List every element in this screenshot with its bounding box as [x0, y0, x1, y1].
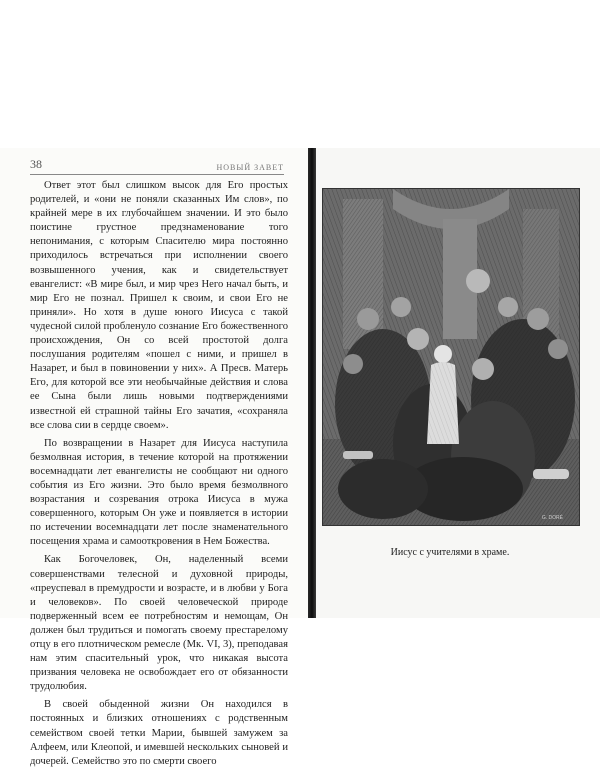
paragraph: Ответ этот был слишком высок для Его простых родителей, и «они не поняли сказанных Им слов», по крайней мере в их глубочайшем значении. И это было поистине грустное предзнаменование того непонимания, с которым Спасителю мира постоянно приходилось встречаться при исполнении своего возвышенного учения, как и свидетельствует евангелист: «В мире был, и мир чрез Него начал быть, и мир Его не познал. Пришел к своим, и свои Его не приняли». Но хотя в душе юного Иисуса с такой чудесной силой пробленуло сознание Его божественного происхождения, Он со всей простотой долга послушания родителям «пошел с ними, и пришел в Назарет, и был в повиновении у них». А Пресв. Матерь Его, для которой все эти необычайные действия и слова ее Сына были лишь новыми подтверждениями известной ей страшной тайны Его зачатия, «сохраняла все слова сии в сердце своем».: [30, 180, 288, 431]
page-number: 38: [30, 157, 42, 171]
engraving-illustration: [322, 188, 580, 526]
engraving-signature: G. DORÉ: [541, 515, 563, 521]
header-rule: [30, 174, 284, 175]
page-header: [30, 158, 284, 172]
body-text: [30, 179, 288, 773]
paragraph: Как Богочеловек, Он, наделенный всеми совершенствами телесной и духовной природы, «преуспевал в премудрости и возрасте, и в любви у Бога и человеков». По своей человеческой природе подверженный всем ее потребностям и немощам, Он должен был трудиться и помогать своему престарелому отцу в его плотническом ремесле (Мк. VI, 3), преподавая нам этим спасительный урок, что никакая высота призвания человека не освобождает его от обязанности трудолюбия.: [30, 554, 288, 693]
engraving-artwork: [323, 189, 579, 525]
figure-caption: Иисус с учителями в храме.: [390, 547, 510, 558]
paragraph: По возвращении в Назарет для Иисуса наступила безмолвная история, в течение которой на протяжении восемнадцати лет евангелисты не сообщают ни одного события из Его жизни. Это было время безмолвного возрастания и созревания отрока Иисуса в мужа совершенного, которым Он уже и появляется в истории по истечении восемнадцати лет после знаменательного посещения храма и самооткровения в Нем Божества.: [30, 437, 288, 548]
book-gutter: [308, 148, 316, 618]
paragraph: В своей обыденной жизни Он находился в постоянных и близких отношениях с родственным семейством своей тетки Марии, бывшей замужем за Алфеем, или Клеопой, и имевшей нескольких сыновей и дочерей. Семейство это по смерти своего: [30, 699, 288, 767]
running-title: НОВЫЙ ЗАВЕТ: [216, 163, 284, 172]
